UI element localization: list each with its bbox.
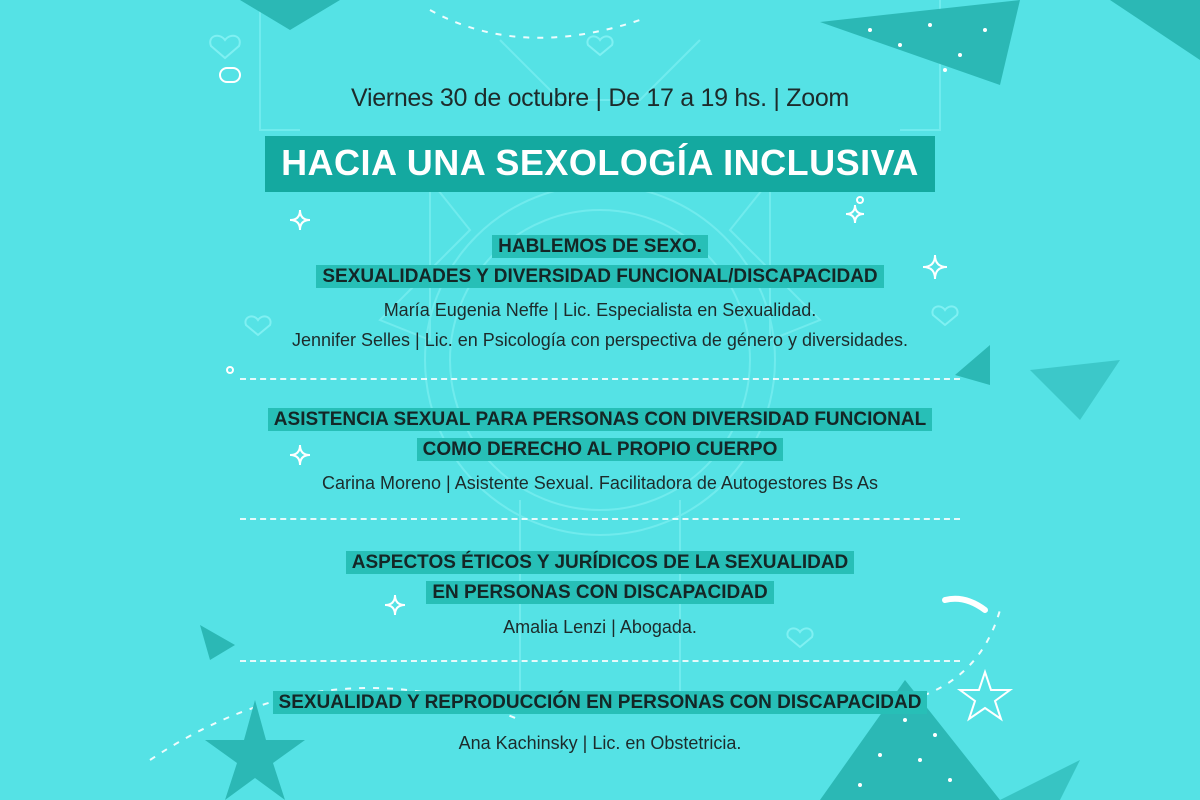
speaker-line: María Eugenia Neffe | Lic. Especialista en Sexualidad.	[383, 300, 817, 320]
dashed-divider	[240, 660, 960, 662]
session-heading	[0, 405, 1200, 465]
session-speakers	[0, 612, 1200, 642]
session-heading	[0, 232, 1200, 292]
session-heading-line: EN PERSONAS CON DISCAPACIDAD	[426, 581, 773, 604]
speaker-line: Carina Moreno | Asistente Sexual. Facilitadora de Autogestores Bs As	[322, 473, 878, 493]
event-title: HACIA UNA SEXOLOGÍA INCLUSIVA	[265, 136, 935, 192]
dashed-divider	[240, 518, 960, 520]
session-speakers	[0, 468, 1200, 498]
session-heading-line: ASISTENCIA SEXUAL PARA PERSONAS CON DIVERSIDAD FUNCIONAL	[268, 408, 932, 431]
speaker-line: Jennifer Selles | Lic. en Psicología con perspectiva de género y diversidades.	[291, 330, 909, 350]
session-heading-line: ASPECTOS ÉTICOS Y JURÍDICOS DE LA SEXUALIDAD	[346, 551, 855, 574]
event-date-line: Viernes 30 de octubre | De 17 a 19 hs. | Zoom	[351, 84, 849, 112]
session-heading-line: SEXUALIDADES Y DIVERSIDAD FUNCIONAL/DISCAPACIDAD	[316, 265, 883, 288]
session-heading-line: COMO DERECHO AL PROPIO CUERPO	[417, 438, 784, 461]
event-title-wrapper	[0, 136, 1200, 192]
speaker-line: Amalia Lenzi | Abogada.	[503, 617, 697, 637]
session-speakers	[0, 295, 1200, 355]
session-heading	[0, 548, 1200, 608]
session-heading-line: SEXUALIDAD Y REPRODUCCIÓN EN PERSONAS CON DISCAPACIDAD	[273, 691, 928, 714]
speaker-line: Ana Kachinsky | Lic. en Obstetricia.	[458, 733, 742, 753]
session-heading-line: HABLEMOS DE SEXO.	[492, 235, 708, 258]
session-heading	[0, 688, 1200, 718]
dashed-divider	[240, 378, 960, 380]
session-speakers	[0, 728, 1200, 758]
